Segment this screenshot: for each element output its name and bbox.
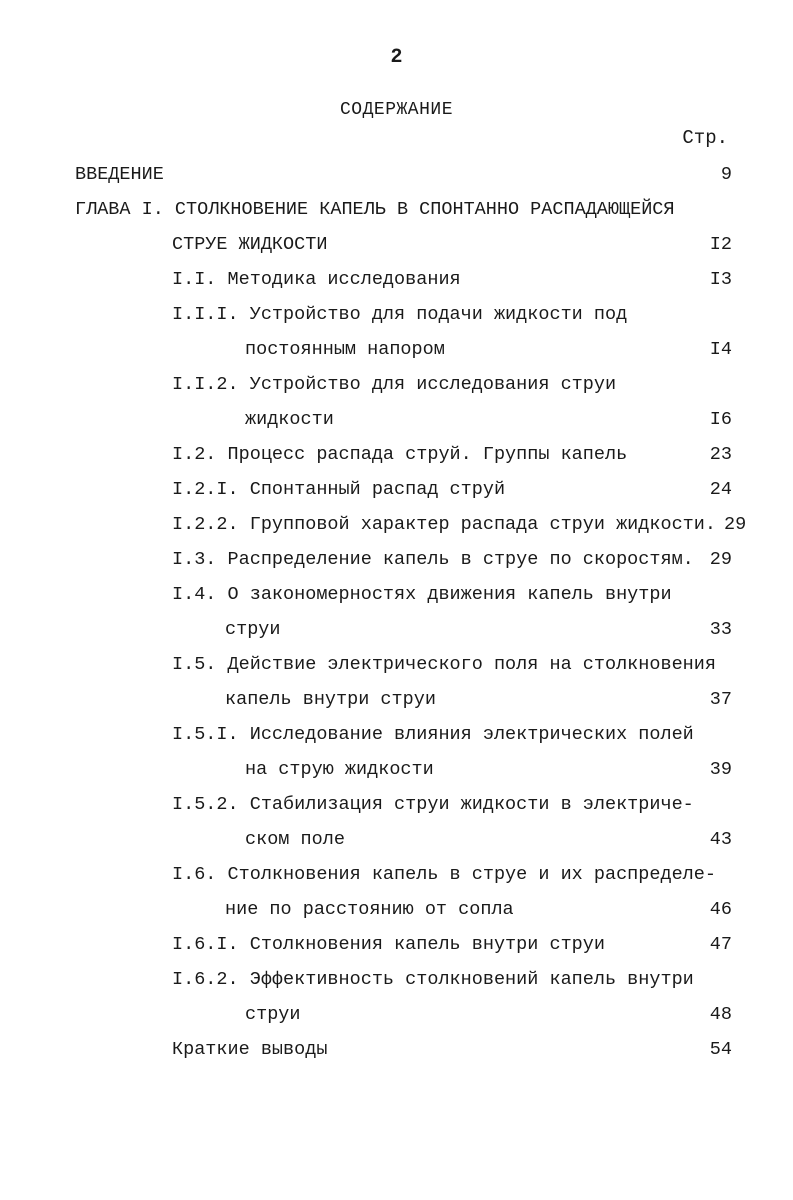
toc-page-number: 23 — [709, 444, 732, 465]
toc-page-number: 29 — [724, 514, 747, 535]
dot-leader — [518, 898, 706, 922]
toc-entry-title: I.2.I. Спонтанный распад струй — [172, 479, 506, 500]
toc-page-number: 39 — [709, 759, 732, 780]
toc-entry-row — [172, 1038, 732, 1062]
dot-leader — [438, 758, 706, 782]
toc-entry-title: ВВЕДЕНИЕ — [75, 164, 164, 185]
toc-entry-title: на струю жидкости — [245, 759, 434, 780]
toc-entry-line: I.5.I. Исследование влияния электрических полей — [172, 724, 694, 745]
toc-page-number: I3 — [709, 269, 732, 290]
toc-page-number: I2 — [709, 234, 732, 255]
toc-entry-title: I.2.2. Групповой характер распада струи жидкости. — [172, 514, 716, 535]
toc-entry-row — [245, 1003, 732, 1027]
toc-page-number: 9 — [720, 164, 732, 185]
toc-page-number: 24 — [709, 479, 732, 500]
toc-entry-row — [245, 408, 732, 432]
toc-entry-title: I.6.I. Столкновения капель внутри струи — [172, 934, 605, 955]
toc-entry-title: I.2. Процесс распада струй. Группы капель — [172, 444, 628, 465]
toc-entry-title: жидкости — [245, 409, 334, 430]
toc-page-number: 37 — [709, 689, 732, 710]
toc-entry-row — [245, 758, 732, 782]
toc-entry-title: капель внутри струи — [225, 689, 436, 710]
toc-page-number: 29 — [709, 549, 732, 570]
dot-leader — [305, 1003, 706, 1027]
toc-entry-line: I.4. О закономерностях движения капель внутри — [172, 584, 672, 605]
dot-leader — [440, 688, 706, 712]
dot-leader — [285, 618, 706, 642]
toc-page-number: 48 — [709, 1004, 732, 1025]
dot-leader — [509, 478, 706, 502]
dot-leader — [331, 1038, 705, 1062]
dot-leader — [449, 338, 706, 362]
toc-entry-line: ГЛАВА I. СТОЛКНОВЕНИЕ КАПЕЛЬ В СПОНТАННО РАСПАДАЮЩЕЙСЯ — [75, 199, 675, 220]
toc-page-number: 47 — [709, 934, 732, 955]
toc-entry-line: I.6.2. Эффективность столкновений капель внутри — [172, 969, 694, 990]
toc-entry-row — [75, 163, 732, 187]
dot-leader — [609, 933, 706, 957]
toc-page-number: I4 — [709, 339, 732, 360]
toc-entry-line: I.I.I. Устройство для подачи жидкости под — [172, 304, 628, 325]
toc-page-number: I6 — [709, 409, 732, 430]
toc-entry-row — [172, 513, 747, 537]
page-title: СОДЕРЖАНИЕ — [339, 100, 454, 120]
toc-entry-row — [245, 828, 732, 852]
toc-entry-row — [172, 933, 732, 957]
toc-entry-title: ние по расстоянию от сопла — [225, 899, 514, 920]
toc-entry-line: I.5. Действие электрического поля на столкновения — [172, 654, 716, 675]
toc-page-number: 54 — [709, 1039, 732, 1060]
toc-entry-row — [225, 618, 732, 642]
toc-entry-row — [172, 233, 732, 257]
page-column-label: Стр. — [682, 127, 728, 149]
dot-leader — [465, 268, 706, 292]
toc-page-number: 46 — [709, 899, 732, 920]
toc-entry-line: I.6. Столкновения капель в струе и их распределе- — [172, 864, 716, 885]
toc-entry-line: I.I.2. Устройство для исследования струи — [172, 374, 617, 395]
toc-entry-row — [225, 688, 732, 712]
dot-leader — [338, 408, 706, 432]
toc-entry-title: Краткие выводы — [172, 1039, 328, 1060]
dot-leader — [631, 443, 706, 467]
dot-leader — [698, 548, 706, 572]
toc-entry-title: струи — [225, 619, 281, 640]
toc-entry-row — [172, 268, 732, 292]
toc-entry-row — [172, 478, 732, 502]
toc-entry-title: I.I. Методика исследования — [172, 269, 461, 290]
toc-page-number: 43 — [709, 829, 732, 850]
toc-entry-row — [245, 338, 732, 362]
toc-entry-title: струи — [245, 1004, 301, 1025]
dot-leader — [168, 163, 717, 187]
toc-page-number: 33 — [709, 619, 732, 640]
toc-entry-row — [172, 443, 732, 467]
toc-entry-line: I.5.2. Стабилизация струи жидкости в электриче- — [172, 794, 694, 815]
toc-entry-row — [172, 548, 732, 572]
toc-entry-title: I.3. Распределение капель в струе по скоростям. — [172, 549, 694, 570]
toc-entry-title: СТРУЕ ЖИДКОСТИ — [172, 234, 328, 255]
toc-entry-title: ском поле — [245, 829, 345, 850]
toc-entry-row — [225, 898, 732, 922]
toc-entry-title: постоянным напором — [245, 339, 445, 360]
dot-leader — [331, 233, 705, 257]
page-number: 2 — [390, 46, 403, 69]
dot-leader — [349, 828, 706, 852]
